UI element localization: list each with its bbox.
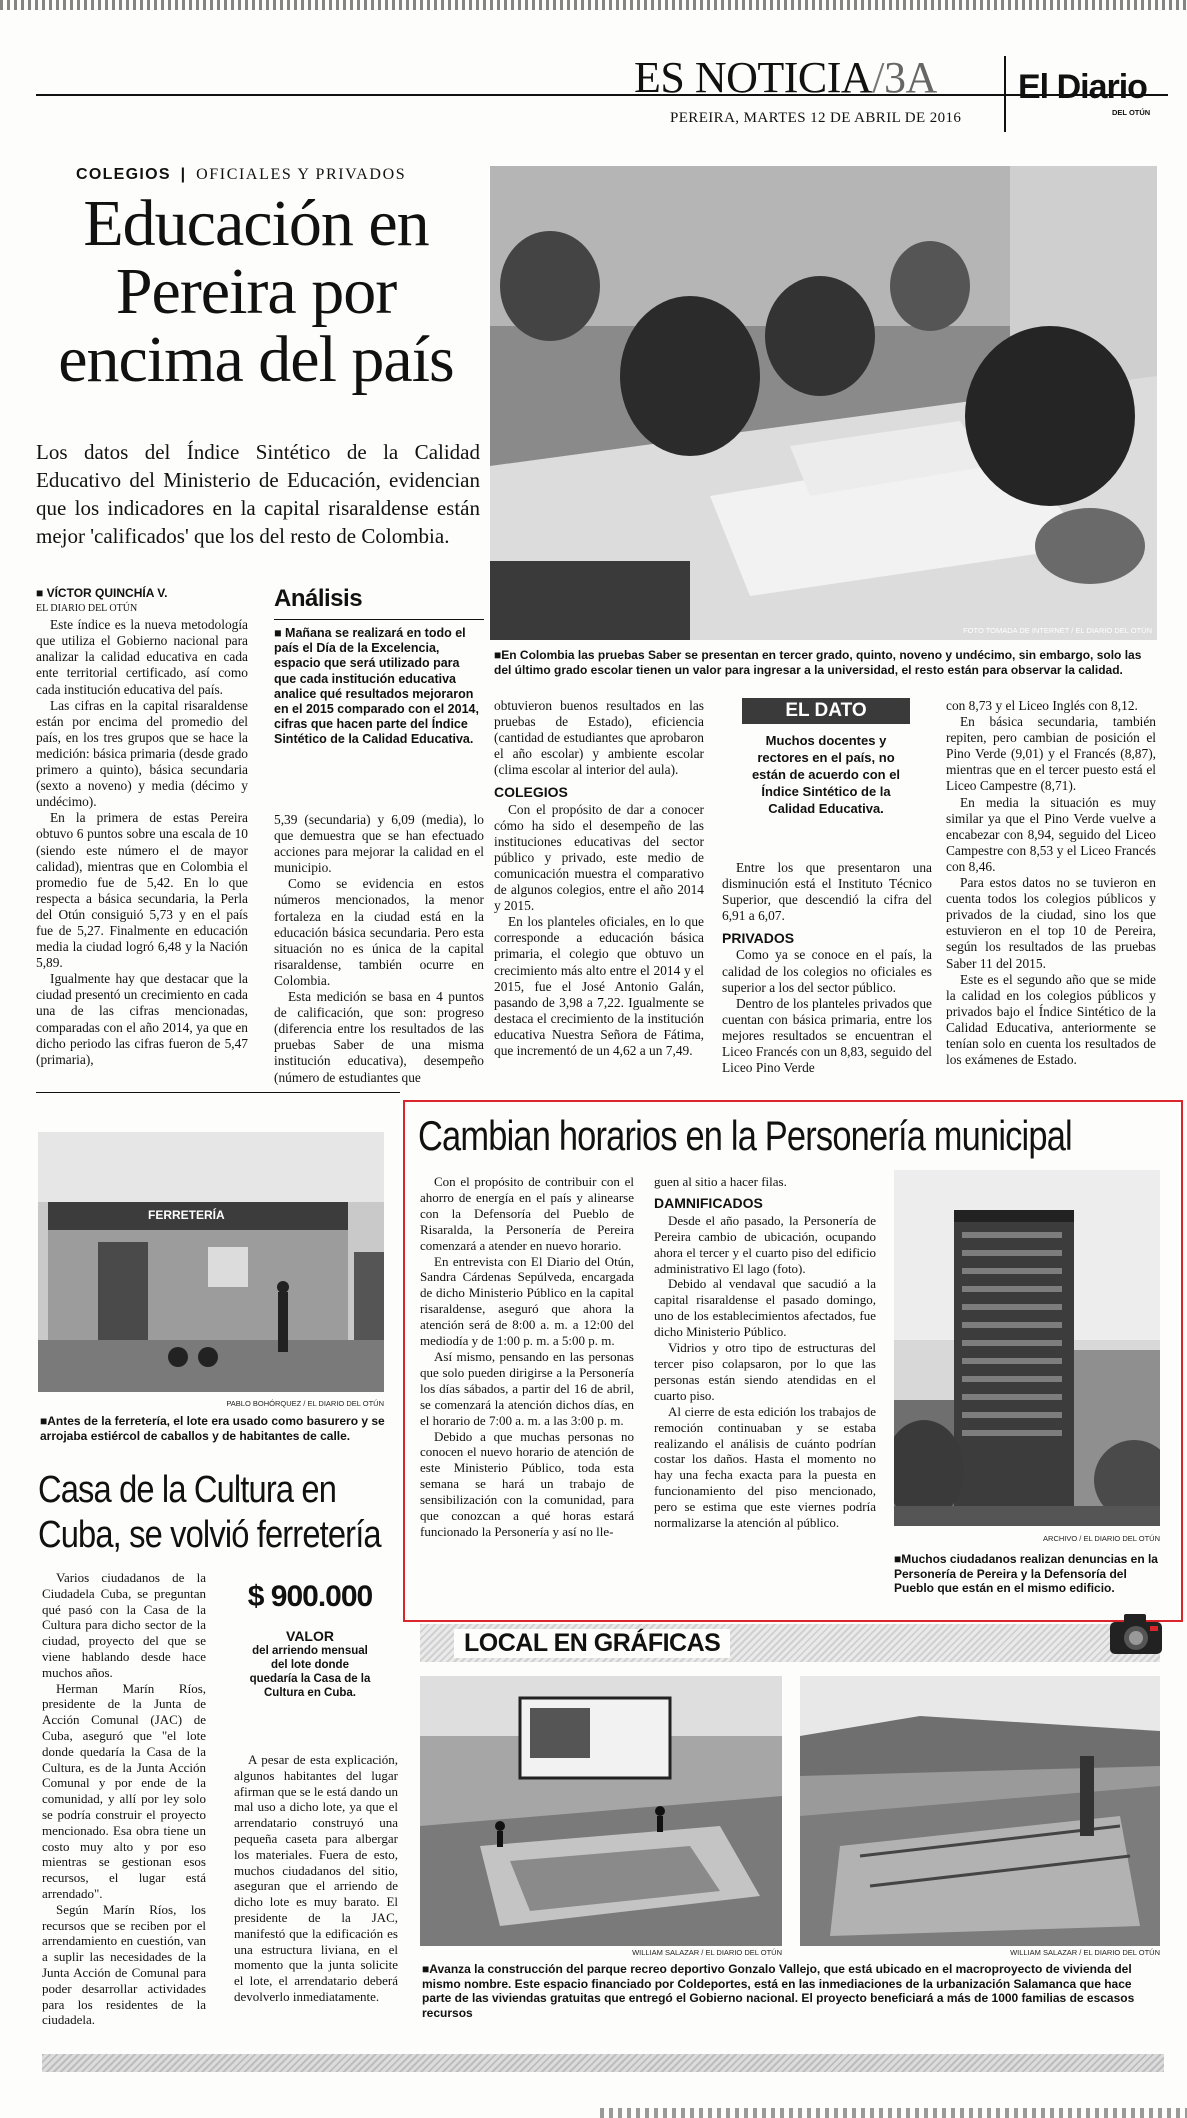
classroom-photo-credit: FOTO TOMADA DE INTERNET / EL DIARIO DEL OTÚN [963, 626, 1152, 635]
header-section: ES NOTICIA [634, 53, 873, 102]
ferreteria-headline: Casa de la Cultura en Cuba, se volvió ferretería [38, 1469, 381, 1556]
paragraph: 5,39 (secundaria) y 6,09 (media), lo que demuestra que se han efectuado acciones para mejorar la calidad en el municipio. [274, 812, 484, 876]
paragraph: Como ya se conoce en el país, la calidad de los colegios no oficiales es superior a los del sector público. [722, 947, 932, 995]
analysis-title: Análisis [274, 585, 363, 612]
byline-name: VÍCTOR QUINCHÍA V. [46, 586, 168, 600]
section-divider [36, 1092, 400, 1093]
park-illustration-2 [800, 1676, 1160, 1946]
header-top-rule [36, 94, 1168, 96]
classroom-photo-caption: ■ En Colombia las pruebas Saber se presentan en tercer grado, quinto, noveno y undécimo, sin embargo, solo las del último grado escolar tienen un valor para ingresar a la universidad, el resto están para observar la calidad. [494, 648, 1158, 677]
value-box [220, 1580, 400, 1700]
header-section-title [634, 52, 937, 103]
personeria-col-2 [654, 1174, 876, 1531]
dato-title: EL DATO [742, 698, 910, 724]
value-label: VALOR [286, 1628, 334, 1644]
header-brand-sub: DEL OTÚN [1112, 108, 1151, 117]
paragraph: Según Marín Ríos, los recursos que se reciben por el arrendamiento en cuestión, van a suplir las necesidades de la Junta Acción de Comunal para poder desarrollar actividades para los residentes de la ciudadela. [42, 1901, 206, 2028]
paragraph: Herman Marín Ríos, presidente de la Junta de Acción Comunal (JAC) de Cuba, aseguró que "el lote donde quedaría la Casa de la Cultura, es de la Junta Acción Comunal y por ende de la comunidad, y allí por ley solo se podría construir el proyecto mencionado. Esa obra tiene un costo muy alto y por eso mientras se gestionan esos recursos, el lugar está arrendado". [42, 1680, 206, 1901]
analysis-text: ■ Mañana se realizará en todo el país el Día de la Excelencia, espacio que será utilizado para que cada institución educativa analice qué resultados mejoraron en el 2015 comparado con el 2014, cifras que hacen parte del Índice Sintético de la Calidad Educativa. [274, 626, 479, 747]
byline-org: EL DIARIO DEL OTÚN [36, 603, 138, 615]
education-headline: Educación en Pereira por encima del país [58, 187, 454, 396]
subhead-damnificados: DAMNIFICADOS [654, 1194, 763, 1211]
paragraph: Al cierre de esta edición los trabajos de remoción continuaban y se estaba realizando el análisis de cuánto podrían costar los daños. Hasta el momento no hay una fecha exacta para la puesta en funcionamiento del piso mencionado, pero se estima que este viernes podría normalizarse la atención al público. [654, 1403, 876, 1531]
park-photo-1-credit: WILLIAM SALAZAR / EL DIARIO DEL OTÚN [632, 1948, 782, 1957]
paragraph: Para estos datos no se tuvieron en cuenta todos los colegios públicos y privados de la ciudad, sino los que estuvieron en el top 10 de Pereira, según los resultados de las pruebas Saber 11 del 2015. [946, 875, 1156, 971]
page-header [36, 48, 1168, 140]
personeria-headline: Cambian horarios en la Personería municipal [418, 1112, 1072, 1159]
park-illustration-1 [420, 1676, 782, 1946]
paragraph: En media la situación es muy similar ya que el Pino Verde vuelve a encabezar con 8,94, seguido del Liceo Campestre con 8,53 y el Liceo Francés con 8,46. [946, 794, 1156, 874]
classroom-photo [490, 166, 1157, 640]
park-photo-2 [800, 1676, 1160, 1946]
subhead-privados: PRIVADOS [722, 930, 795, 947]
personeria-col-1 [420, 1174, 634, 1540]
value-description: del arriendo mensual del lote donde quedaría la Casa de la Cultura en Cuba. [249, 1645, 371, 1699]
education-deck: Los datos del Índice Sintético de la Calidad Educativo del Ministerio de Educación, evidencian que los indicadores en la capital risaraldense están mejor 'calificados' que los del resto de Colombia. [36, 440, 480, 548]
paragraph: obtuvieron buenos resultados en las pruebas de Estado), eficiencia (cantidad de estudiantes que aprobaron el año escolar) y ambiente escolar (clima escolar al interior del aula). [494, 698, 704, 778]
header-dateline: PEREIRA, MARTES 12 DE ABRIL DE 2016 [670, 110, 962, 126]
value-amount: $ 900.000 [247, 1580, 373, 1613]
paragraph: guen al sitio a hacer filas. [654, 1174, 787, 1189]
paragraph: Las cifras en la capital risaraldense están por encima del promedio del país, en los tres grupos que se hace la medición: básica primaria (desde grado primero a quinto), básica secundaria (sexto a noveno) y media (décimo y undécimo). [36, 697, 248, 810]
header-brand: El Diario [1018, 68, 1147, 106]
ferreteria-photo-caption: ■ Antes de la ferretería, el lote era usado como basurero y se arrojaba estiércol de caballos y de habitantes de calle. [40, 1414, 390, 1443]
paragraph: Dentro de los planteles privados que cuentan con básica primaria, entre los mejores resultados se encuentran el Liceo Francés con un 8,83, seguido del Liceo Pino Verde [722, 995, 932, 1076]
paragraph: A pesar de esta explicación, algunos habitantes del lugar afirman que se le está dando un mal uso a dicho lote, ya que el arrendatario construyó una pequeña caseta para albergar los materiales. Fuera de esto, muchos ciudadanos del sitio, aseguran que el arriendo de dicho lote es muy barato. El presidente de la JAC, manifestó que la edificación es una estructura liviana, en el momento que la junta solicite el lote, el arrendatario deberá devolverlo inmediatamente. [234, 1752, 398, 2004]
footer-bar [42, 2054, 1164, 2072]
ferreteria-photo-credit: PABLO BOHÓRQUEZ / EL DIARIO DEL OTÚN [226, 1399, 384, 1408]
ferreteria-col-1 [42, 1570, 206, 2028]
local-graficas-caption: ■ Avanza la construcción del parque recreo deportivo Gonzalo Vallejo, que está ubicado en el macroproyecto de vivienda del mismo nombre. Este espacio financiado por Coldeportes, está en las inmediaciones de la urbanización Salamanca que hace parte de las viviendas gratuitas que entregó el Gobierno nacional. El proyecto beneficiará a más de 1000 familias de escasos recursos [422, 1962, 1160, 2020]
analysis-rule [274, 619, 484, 620]
subhead-colegios: COLEGIOS [494, 784, 568, 801]
analysis-text-body: Mañana se realizará en todo el país el Día de la Excelencia, espacio que será utilizado para que cada institución educativa analice qué resultados mejoraron en el 2015 comparado con el 2014, cifras que hacen parte del Índice Sintético de la Calidad Educativa. [274, 626, 479, 747]
ferreteria-illustration [38, 1132, 384, 1392]
camera-icon [1106, 1608, 1166, 1658]
paragraph: Con el propósito de dar a conocer cómo ha sido el desempeño de las instituciones educativas del sector público y privado, este medio de comunicación muestra el comparativo de algunos colegios, entre el año 2014 y 2015. [494, 801, 704, 914]
paragraph: En entrevista con El Diario del Otún, Sandra Cárdenas Sepúlveda, encargada de dicho Ministerio Público en la capital risaraldense, aseguró que ahora la atención será de 8:00 a. m. a 12:00 del mediodía y de 1:00 p. m. a 5:00 p. m. [420, 1253, 634, 1349]
paragraph: En los planteles oficiales, en lo que corresponde a educación básica primaria, el colegio que obtuvo un crecimiento más alto entre el 2014 y el 2015, fue el José Antonio Galán, pasando de 3,98 a 7,22. Igualmente se destaca el crecimiento de la institución educativa Nuestra Señora de Fátima, que incrementó de un 4,62 a un 7,49. [494, 914, 704, 1058]
scan-edge-top [0, 0, 1187, 10]
paragraph: Esta medición se basa en 4 puntos de calificación, que son: progreso (diferencia entre los resultados de las pruebas Saber de una misma institución educativa), desempeño (número de estudiantes que [274, 989, 484, 1085]
paragraph: Entre los que presentaron una disminución está el Instituto Técnico Superior, que descendió la cifra del 6,91 a 6,07. [722, 860, 932, 924]
paragraph: con 8,73 y el Liceo Inglés con 8,12. [946, 698, 1138, 713]
paragraph: En básica secundaria, también repiten, pero cambian de posición el Pino Verde (9,01) y el Francés (8,87), mientras que en el tercer puesto está el Liceo Campestre (8,71). [946, 714, 1156, 794]
local-graficas-title: LOCAL EN GRÁFICAS [454, 1629, 730, 1658]
paragraph: Debido al vendaval que sacudió a la capital risaraldense el pasado domingo, uno de los establecimientos afectados, fue dicho Ministerio Público. [654, 1276, 876, 1340]
kicker-separator: | [180, 166, 187, 183]
camera-icon-graphic [1106, 1608, 1166, 1658]
dato-box [742, 698, 910, 817]
park-photo-1 [420, 1676, 782, 1946]
kicker-primary: COLEGIOS [76, 166, 171, 183]
kicker [76, 166, 406, 184]
education-col-4 [722, 860, 932, 1076]
header-page-number: 3A [883, 53, 937, 102]
paragraph: Así mismo, pensando en las personas que solo pueden dirigirse a la Personería los días sábados, a partir del 16 de abril, se comenzará la atención dichos días, en el horario de 7:00 a. m. a las 3:00 p. m. [420, 1348, 634, 1428]
paragraph: Desde el año pasado, la Personería de Pereira cambio de ubicación, ocupando ahora el tercer y el cuarto piso del edificio administrativo El lago (foto). [654, 1212, 876, 1276]
paragraph: En la primera de estas Pereira obtuvo 6 puntos sobre una escala de 10 (siendo este número el de mayor calidad), mientras que en Colombia el promedio fue de 5,42. En lo que respecta a básica secundaria, la Perla del Otún consiguió 5,73 y en el país fue de 5,27. Finalmente en educación media la ciudad logró 6,48 y la Nación 5,89. [36, 810, 248, 971]
building-illustration [894, 1170, 1160, 1526]
building-photo-credit: ARCHIVO / EL DIARIO DEL OTÚN [1043, 1534, 1160, 1543]
building-photo-caption: ■ Muchos ciudadanos realizan denuncias en la Personería de Pereira y la Defensoría del Pueblo que están en el mismo edificio. [894, 1552, 1162, 1596]
paragraph: Este índice es la nueva metodología que utiliza el Gobierno nacional para analizar la calidad educativa en cada ente territorial certificado, así como cada institución educativa del país. [36, 617, 248, 697]
paragraph: Este es el segundo año que se mide la calidad en los colegios públicos y privados bajo el Índice Sintético de la Calidad Educativa, anteriormente se tenían solo en cuenta los resultados de los exámenes de Estado. [946, 971, 1156, 1068]
ferreteria-sign: FERRETERÍA [148, 1208, 225, 1222]
paragraph: Debido a que muchas personas no conocen el nuevo horario de atención de este Ministerio Público, toda esta semana se hará un trabajo de sensibilización con la comunidad, para que conozcan a qué horas estará funcionado la Personería y así no lle- [420, 1428, 634, 1539]
park-photo-2-credit: WILLIAM SALAZAR / EL DIARIO DEL OTÚN [1010, 1948, 1160, 1957]
dato-text: Muchos docentes y rectores en el país, no están de acuerdo con el Índice Sintético de la Calidad Educativa. [751, 733, 901, 816]
paragraph: Igualmente hay que destacar que la ciudad presentó un crecimiento en cada una de las cifras mencionadas, comparadas con el año 2014, ya que en dicho periodo las cifras fueron de 5,47 (primaria), [36, 971, 248, 1067]
education-col-1 [36, 585, 248, 1068]
scan-edge-bottom [600, 2108, 1187, 2118]
classroom-illustration [490, 166, 1157, 640]
paragraph: Con el propósito de contribuir con el ahorro de energía en el país y alinearse con la Defensoría del Pueblo de Risaralda, la Personería de Pereira comenzará a atender en nuevo horario. [420, 1174, 634, 1253]
paragraph: Como se evidencia en estos números mencionados, la menor fortaleza en la ciudad está en la educación básica secundaria. Pero esta situación no es única de la capital risaraldense, también ocurre en Colombia. [274, 876, 484, 988]
paragraph: Vidrios y otro tipo de estructuras del tercer piso colapsaron, por lo que las personas están siendo atendidas en el cuarto piso. [654, 1340, 876, 1403]
education-col-5 [946, 698, 1156, 1068]
analysis-box [274, 585, 484, 748]
ferreteria-col-2 [234, 1752, 398, 2005]
header-divider [1004, 56, 1006, 132]
byline: ■ VÍCTOR QUINCHÍA V. [36, 586, 168, 600]
building-photo [894, 1170, 1160, 1526]
local-graficas-banner [420, 1624, 1160, 1662]
header-slash: / [872, 53, 884, 102]
ferreteria-photo [38, 1132, 384, 1392]
education-col-3 [494, 698, 704, 1059]
kicker-secondary: OFICIALES Y PRIVADOS [196, 166, 407, 183]
education-col-2 [274, 812, 484, 1086]
paragraph: Varios ciudadanos de la Ciudadela Cuba, se preguntan qué pasó con la Casa de la Cultura para dicho sector de la ciudad, proyecto del que se viene hablando desde hace muchos años. [42, 1570, 206, 1680]
